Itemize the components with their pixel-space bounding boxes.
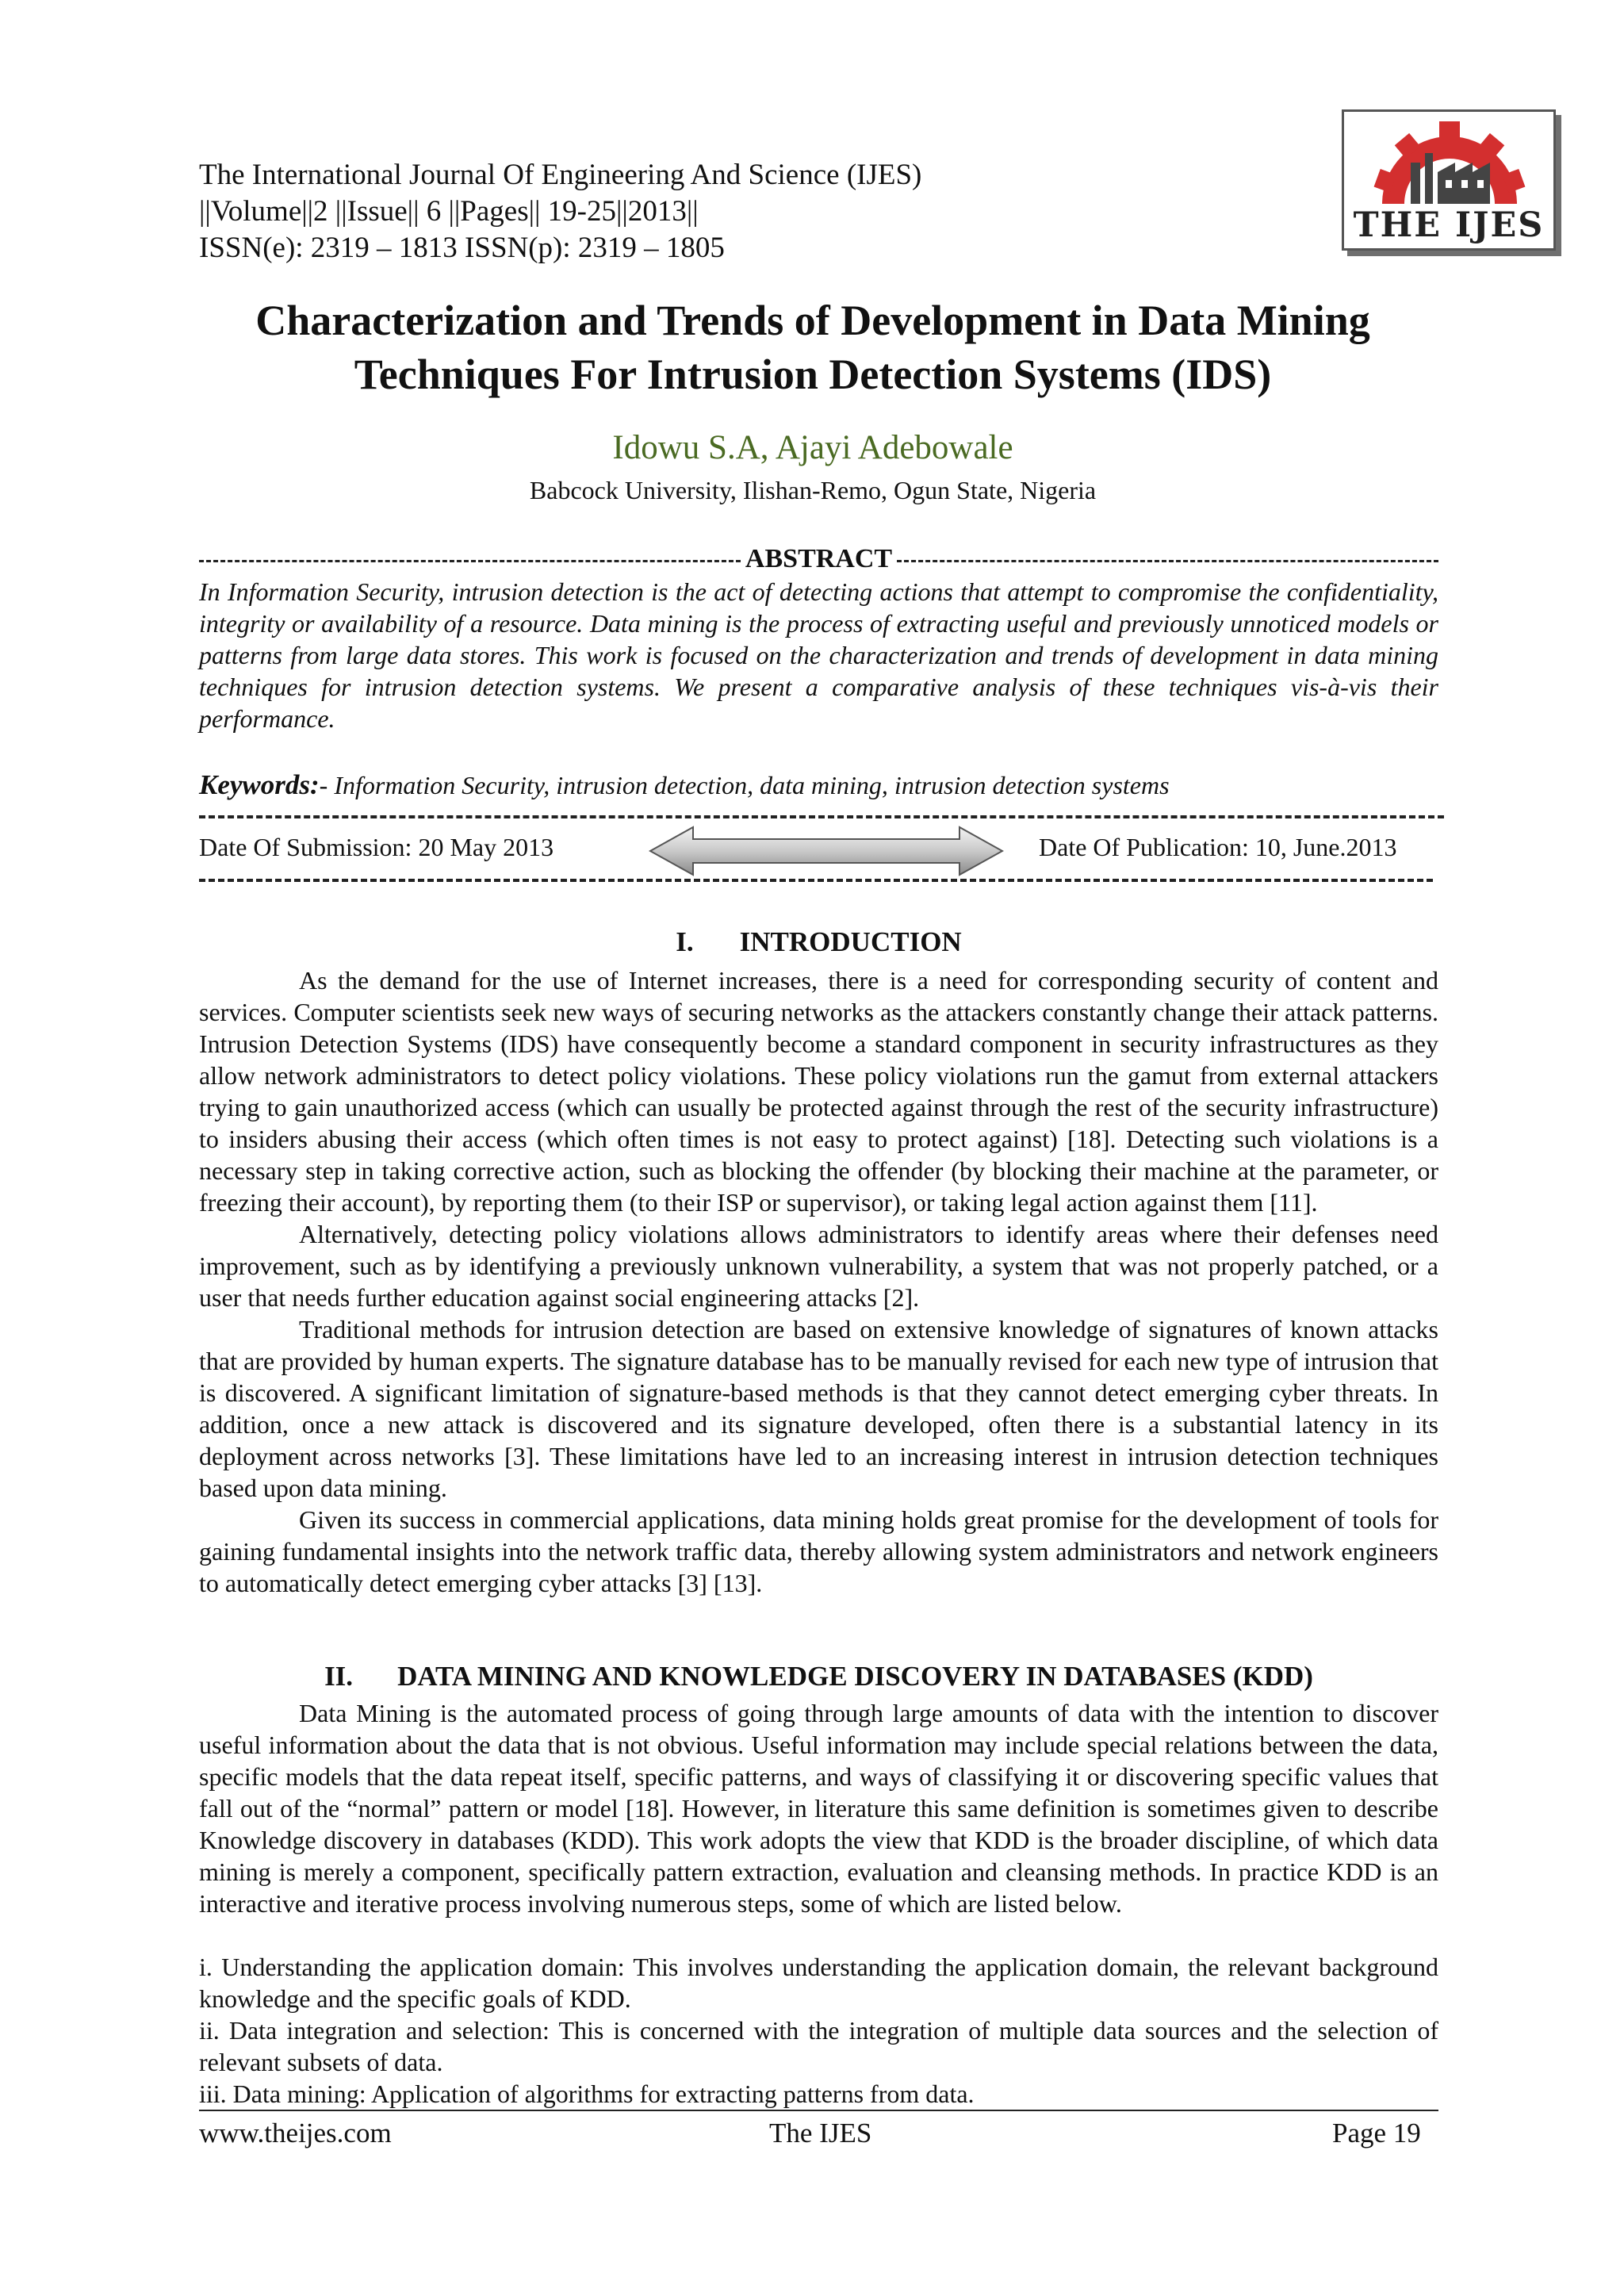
gear-factory-icon [1350, 115, 1549, 210]
publication-date: Date Of Publication: 10, June.2013 [1039, 833, 1397, 861]
submission-date: Date Of Submission: 20 May 2013 [199, 833, 554, 861]
keywords-values: - Information Security, intrusion detection, data mining, intrusion detection systems [319, 771, 1170, 799]
list-item: i. Understanding the application domain: This involves understanding the application domain, the relevant background knowledge and the specific goals of KDD. [199, 1953, 1438, 2013]
dash-rule [897, 560, 1438, 562]
footer-page-number: Page 19 [1332, 2118, 1421, 2148]
introduction-body [199, 964, 1438, 1599]
footer-rule [199, 2110, 1438, 2111]
section-title: DATA MINING AND KNOWLEDGE DISCOVERY IN DATABASES (KDD) [397, 1661, 1313, 1692]
paragraph: Traditional methods for intrusion detection are based on extensive knowledge of signatures of known attacks that are provided by human experts. The signature database has to be manually revised for each new type of intrusion that is discovered. A significant limitation of signature-based methods is that they cannot detect emerging cyber threats. In addition, once a new attack is discovered and its signature developed, often there is a substantial latency in its deployment across networks [3]. These limitations have led to an increasing interest in intrusion detection techniques based upon data mining. [199, 1315, 1438, 1502]
journal-logo [1342, 109, 1556, 251]
dash-rule-bottom [199, 879, 1433, 882]
footer-website: www.theijes.com [199, 2118, 392, 2148]
abstract-separator [199, 544, 1438, 574]
keywords [199, 769, 1438, 801]
section-title: INTRODUCTION [739, 926, 962, 957]
journal-header [199, 157, 921, 266]
list-item: iii. Data mining: Application of algorithms for extracting patterns from data. [199, 2079, 975, 2108]
section-number: II. [324, 1661, 354, 1692]
section-number: I. [676, 926, 694, 957]
double-arrow-icon [649, 825, 1004, 877]
dash-rule [199, 560, 741, 562]
section-heading-kdd [199, 1661, 1438, 1692]
section-heading-introduction [199, 926, 1438, 958]
title-line: Techniques For Intrusion Detection Systems (IDS) [354, 351, 1272, 398]
abstract-label: ABSTRACT [745, 544, 893, 573]
footer-journal: The IJES [769, 2118, 872, 2148]
logo-text: THE IJES [1353, 205, 1545, 245]
authors: Idowu S.A, Ajayi Adebowale [612, 429, 1013, 466]
abstract-text: In Information Security, intrusion detection is the act of detecting actions that attempt to compromise the confidentiality, integrity or availability of a resource. Data mining is the process of extracting useful and previously unnoticed models or patterns from large data stores. This work is focused on the characterization and trends of development in data mining techniques for intrusion detection systems. We present a comparative analysis of these techniques vis-à-vis their performance. [199, 577, 1438, 733]
paragraph: As the demand for the use of Internet increases, there is a need for corresponding security of content and services. Computer scientists seek new ways of securing networks as the attackers constantly change their attack patterns. Intrusion Detection Systems (IDS) have consequently become a standard component in security infrastructures as they allow network administrators to detect policy violations. These policy violations run the gamut from external attackers trying to gain unauthorized access (which can usually be protected against through the rest of the security infrastructure) to insiders abusing their access (which often times is not easy to protect against) [18]. Detecting such violations is a necessary step in taking corrective action, such as blocking the offender (by blocking their machine at the parameter, or freezing their account), by reporting them (to their ISP or supervisor), or taking legal action against them [11]. [199, 966, 1438, 1217]
kdd-body [199, 1697, 1438, 1919]
journal-volume: ||Volume||2 ||Issue|| 6 ||Pages|| 19-25||2013|| [199, 195, 699, 228]
title-line: Characterization and Trends of Development in Data Mining [255, 297, 1370, 344]
journal-issn: ISSN(e): 2319 – 1813 ISSN(p): 2319 – 1805 [199, 232, 725, 264]
paragraph: Alternatively, detecting policy violations allows administrators to identify areas where their defenses need improvement, such as by identifying a previously unknown vulnerability, a system that was not properly patched, or a user that needs further education against social engineering attacks [2]. [199, 1220, 1438, 1312]
affiliation: Babcock University, Ilishan-Remo, Ogun State, Nigeria [529, 476, 1097, 504]
paper-title [159, 293, 1467, 401]
paragraph: Given its success in commercial applications, data mining holds great promise for the development of tools for gaining fundamental insights into the network traffic data, thereby allowing system administrators and network engineers to automatically detect emerging cyber attacks [3] [13]. [199, 1505, 1438, 1597]
journal-name: The International Journal Of Engineering And Science (IJES) [199, 159, 922, 191]
paragraph: Data Mining is the automated process of going through large amounts of data with the intention to discover useful information about the data that is not obvious. Useful information may include special relations between the data, specific models that the data repeat itself, specific patterns, and ways of classifying it or discovering specific values that fall out of the “normal” pattern or model [18]. However, in literature this same definition is sometimes given to describe Knowledge discovery in databases (KDD). This work adopts the view that KDD is the broader discipline, of which data mining is merely a component, specifically pattern extraction, evaluation and cleansing methods. In practice KDD is an interactive and iterative process involving numerous steps, some of which are listed below. [199, 1699, 1438, 1918]
kdd-steps-list [199, 1951, 1438, 2110]
dash-rule-top [199, 815, 1444, 818]
list-item: ii. Data integration and selection: This is concerned with the integration of multiple data sources and the selection of relevant subsets of data. [199, 2016, 1438, 2076]
keywords-label: Keywords: [199, 769, 320, 800]
